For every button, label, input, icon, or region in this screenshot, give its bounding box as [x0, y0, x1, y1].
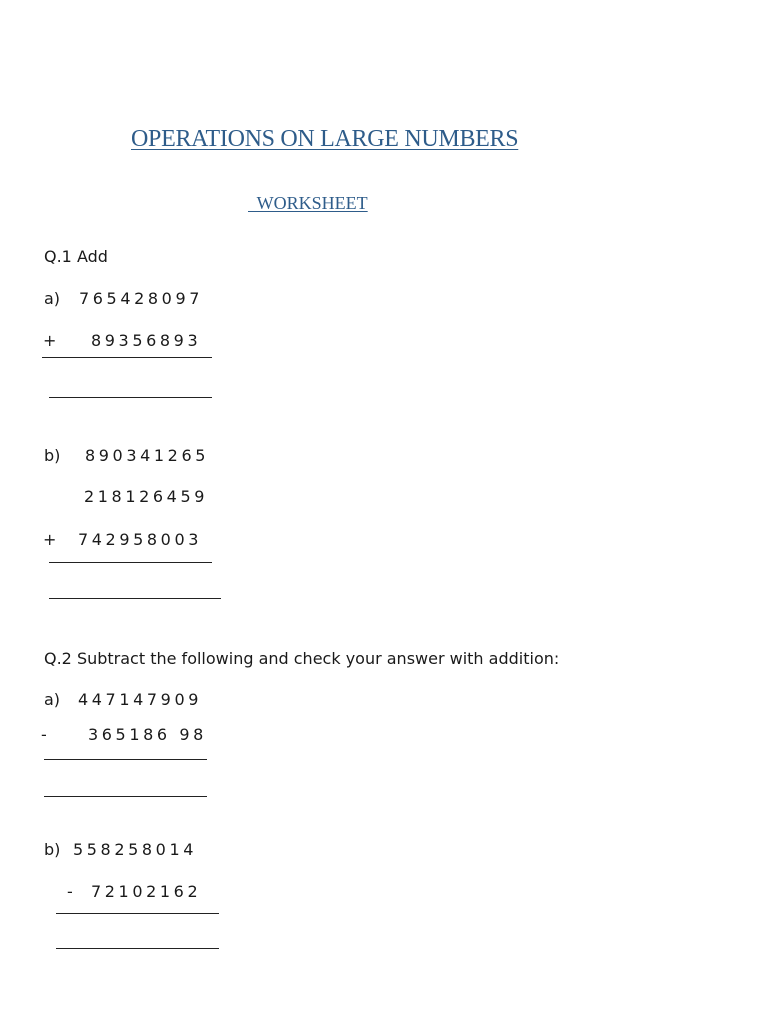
q1b-answer-line [49, 598, 221, 599]
worksheet-subtitle: WORKSHEET [248, 193, 368, 213]
q1b-addend-3: 742958003 [78, 530, 203, 549]
q2a-subtrahend: 365186 98 [88, 725, 207, 744]
q1b-sum-rule [49, 562, 212, 563]
q1a-addend-2: 89356893 [91, 331, 202, 350]
q1b-label: b) [44, 446, 61, 465]
q2b-minus-sign: - [67, 882, 73, 901]
q2a-minus-sign: - [41, 725, 47, 744]
q2b-label: b) [44, 840, 61, 859]
q1a-label: a) [44, 289, 61, 308]
q2a-label: a) [44, 690, 61, 709]
q1b-addend-2: 218126459 [84, 487, 209, 506]
q2a-minuend: 447147909 [78, 690, 203, 709]
q2b-minuend: 558258014 [73, 840, 198, 859]
q2b-subtrahend: 72102162 [91, 882, 202, 901]
q2a-answer-line [44, 796, 207, 797]
q2b-difference-rule [56, 913, 219, 914]
q1-heading: Q.1 Add [44, 247, 108, 266]
q1b-plus-sign: + [43, 530, 57, 549]
q1a-answer-line [49, 397, 212, 398]
q2b-answer-line [56, 948, 219, 949]
q1b-addend-1: 890341265 [85, 446, 210, 465]
q1a-sum-rule [42, 357, 212, 358]
q1a-plus-sign: + [43, 331, 57, 350]
q1a-addend-1: 765428097 [79, 289, 204, 308]
q2a-difference-rule [44, 759, 207, 760]
page-title: OPERATIONS ON LARGE NUMBERS [131, 126, 519, 152]
q2-heading: Q.2 Subtract the following and check your answer with addition: [44, 649, 560, 668]
